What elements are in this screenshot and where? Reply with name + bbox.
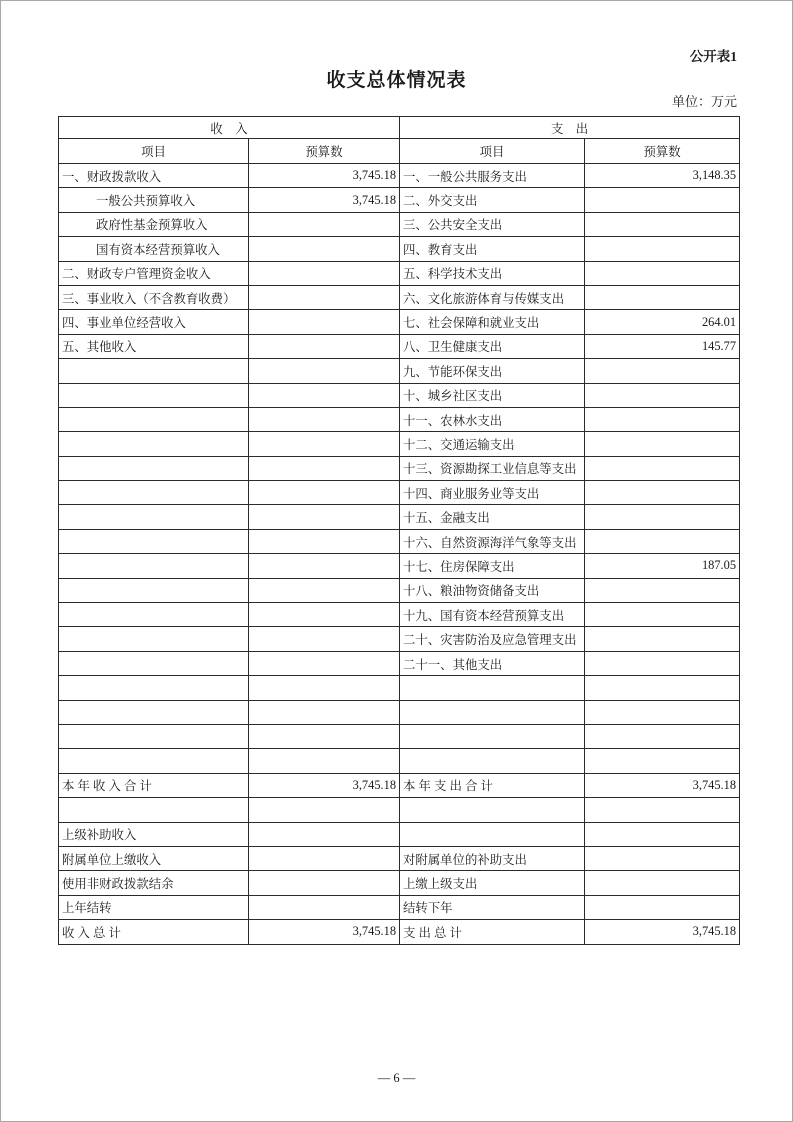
expense-item-cell: 十二、交通运输支出 — [400, 432, 585, 456]
income-value-cell — [249, 871, 400, 895]
income-value-cell — [249, 749, 400, 773]
income-item-cell — [59, 529, 249, 553]
expense-item-cell: 支 出 总 计 — [400, 920, 585, 944]
income-value-cell — [249, 359, 400, 383]
expense-value-cell — [585, 627, 740, 651]
expense-value-cell: 187.05 — [585, 554, 740, 578]
section-header-row — [59, 117, 740, 139]
expense-value-cell — [585, 456, 740, 480]
expense-value-cell — [585, 237, 740, 261]
income-section-header: 收 入 — [59, 117, 400, 139]
table-row — [59, 407, 740, 431]
income-value-cell: 3,745.18 — [249, 164, 400, 188]
expense-item-cell: 十一、农林水支出 — [400, 407, 585, 431]
expense-item-cell: 十八、粮油物资储备支出 — [400, 578, 585, 602]
income-value-cell — [249, 895, 400, 919]
income-value-cell — [249, 627, 400, 651]
expense-item-cell — [400, 724, 585, 748]
income-item-cell: 三、事业收入（不含教育收费） — [59, 285, 249, 309]
income-value-cell — [249, 481, 400, 505]
income-value-cell — [249, 237, 400, 261]
table-row — [59, 700, 740, 724]
expense-value-cell — [585, 798, 740, 822]
expense-value-cell — [585, 261, 740, 285]
income-item-cell — [59, 432, 249, 456]
income-value-cell — [249, 676, 400, 700]
expense-value-cell: 264.01 — [585, 310, 740, 334]
expense-value-cell — [585, 188, 740, 212]
expense-item-cell: 十五、金融支出 — [400, 505, 585, 529]
table-row — [59, 237, 740, 261]
income-value-cell — [249, 798, 400, 822]
income-item-cell — [59, 578, 249, 602]
income-item-cell: 收 入 总 计 — [59, 920, 249, 944]
income-budget-column-header: 预算数 — [249, 139, 400, 164]
income-item-cell — [59, 456, 249, 480]
income-value-cell — [249, 432, 400, 456]
income-item-cell — [59, 407, 249, 431]
table-row — [59, 383, 740, 407]
expense-value-cell — [585, 505, 740, 529]
expense-item-cell: 六、文化旅游体育与传媒支出 — [400, 285, 585, 309]
expense-item-cell — [400, 798, 585, 822]
income-value-cell — [249, 846, 400, 870]
expense-item-cell: 二十一、其他支出 — [400, 651, 585, 675]
expense-item-cell — [400, 749, 585, 773]
expense-section-header: 支 出 — [400, 117, 740, 139]
income-value-cell — [249, 505, 400, 529]
expense-value-cell — [585, 676, 740, 700]
expense-value-cell — [585, 603, 740, 627]
expense-value-cell: 3,745.18 — [585, 920, 740, 944]
income-value-cell — [249, 456, 400, 480]
expense-item-cell: 八、卫生健康支出 — [400, 334, 585, 358]
table-row — [59, 603, 740, 627]
table-row — [59, 798, 740, 822]
income-value-cell — [249, 554, 400, 578]
income-item-cell — [59, 603, 249, 627]
income-item-column-header: 项目 — [59, 139, 249, 164]
table-row — [59, 481, 740, 505]
expense-value-cell — [585, 700, 740, 724]
expense-item-cell: 十四、商业服务业等支出 — [400, 481, 585, 505]
expense-value-cell: 3,745.18 — [585, 773, 740, 797]
income-value-cell: 3,745.18 — [249, 920, 400, 944]
table-row — [59, 359, 740, 383]
table-row — [59, 212, 740, 236]
income-value-cell — [249, 822, 400, 846]
budget-table — [58, 116, 740, 945]
income-item-cell — [59, 651, 249, 675]
income-item-cell: 上年结转 — [59, 895, 249, 919]
corner-label: 公开表1 — [689, 49, 737, 64]
table-row — [59, 651, 740, 675]
expense-value-cell — [585, 383, 740, 407]
income-item-cell: 四、事业单位经营收入 — [59, 310, 249, 334]
income-item-cell: 一、财政拨款收入 — [59, 164, 249, 188]
table-body — [59, 117, 740, 945]
expense-item-cell — [400, 676, 585, 700]
income-value-cell — [249, 407, 400, 431]
table-row — [59, 822, 740, 846]
table-row — [59, 724, 740, 748]
expense-item-cell: 十三、资源勘探工业信息等支出 — [400, 456, 585, 480]
table-row — [59, 529, 740, 553]
table-row — [59, 871, 740, 895]
expense-value-cell — [585, 529, 740, 553]
table-row — [59, 920, 740, 944]
unit-note: 单位：万元 — [671, 94, 737, 109]
expense-item-cell: 三、公共安全支出 — [400, 212, 585, 236]
income-item-cell — [59, 676, 249, 700]
table-row — [59, 749, 740, 773]
income-value-cell: 3,745.18 — [249, 188, 400, 212]
expense-value-cell: 3,148.35 — [585, 164, 740, 188]
expense-item-cell: 五、科学技术支出 — [400, 261, 585, 285]
page-number: — 6 — — [377, 1071, 416, 1085]
income-item-cell: 附属单位上缴收入 — [59, 846, 249, 870]
expense-budget-column-header: 预算数 — [585, 139, 740, 164]
expense-item-cell — [400, 822, 585, 846]
expense-value-cell — [585, 822, 740, 846]
table-row — [59, 310, 740, 334]
income-item-cell: 政府性基金预算收入 — [59, 212, 249, 236]
income-item-cell — [59, 554, 249, 578]
income-item-cell: 使用非财政拨款结余 — [59, 871, 249, 895]
expense-value-cell — [585, 846, 740, 870]
expense-value-cell — [585, 724, 740, 748]
table-row — [59, 188, 740, 212]
expense-item-cell: 结转下年 — [400, 895, 585, 919]
expense-item-cell: 上缴上级支出 — [400, 871, 585, 895]
income-item-cell — [59, 359, 249, 383]
income-value-cell — [249, 529, 400, 553]
expense-item-cell: 一、一般公共服务支出 — [400, 164, 585, 188]
expense-value-cell — [585, 432, 740, 456]
expense-value-cell — [585, 407, 740, 431]
income-value-cell — [249, 334, 400, 358]
expense-value-cell — [585, 651, 740, 675]
table-row — [59, 578, 740, 602]
income-value-cell — [249, 261, 400, 285]
expense-item-cell: 二十、灾害防治及应急管理支出 — [400, 627, 585, 651]
income-item-cell — [59, 749, 249, 773]
income-item-cell — [59, 505, 249, 529]
expense-value-cell — [585, 895, 740, 919]
income-item-cell — [59, 798, 249, 822]
table-row — [59, 432, 740, 456]
income-value-cell — [249, 700, 400, 724]
income-item-cell: 二、财政专户管理资金收入 — [59, 261, 249, 285]
expense-item-cell: 七、社会保障和就业支出 — [400, 310, 585, 334]
table-row — [59, 334, 740, 358]
table-row — [59, 261, 740, 285]
income-item-cell — [59, 700, 249, 724]
expense-item-cell: 四、教育支出 — [400, 237, 585, 261]
expense-item-cell: 十七、住房保障支出 — [400, 554, 585, 578]
table-row — [59, 846, 740, 870]
expense-item-cell — [400, 700, 585, 724]
income-value-cell — [249, 603, 400, 627]
income-item-cell — [59, 481, 249, 505]
column-header-row — [59, 139, 740, 164]
expense-item-cell: 九、节能环保支出 — [400, 359, 585, 383]
income-value-cell — [249, 383, 400, 407]
table-row — [59, 505, 740, 529]
expense-item-column-header: 项目 — [400, 139, 585, 164]
income-value-cell — [249, 285, 400, 309]
income-item-cell — [59, 627, 249, 651]
table-row — [59, 456, 740, 480]
expense-value-cell — [585, 212, 740, 236]
expense-value-cell — [585, 749, 740, 773]
expense-item-cell: 十、城乡社区支出 — [400, 383, 585, 407]
income-value-cell: 3,745.18 — [249, 773, 400, 797]
income-value-cell — [249, 651, 400, 675]
expense-item-cell: 二、外交支出 — [400, 188, 585, 212]
income-value-cell — [249, 310, 400, 334]
table-row — [59, 554, 740, 578]
expense-value-cell — [585, 871, 740, 895]
income-item-cell: 五、其他收入 — [59, 334, 249, 358]
expense-value-cell — [585, 578, 740, 602]
income-item-cell: 本 年 收 入 合 计 — [59, 773, 249, 797]
table-row — [59, 773, 740, 797]
income-value-cell — [249, 212, 400, 236]
income-item-cell — [59, 383, 249, 407]
expense-item-cell: 十九、国有资本经营预算支出 — [400, 603, 585, 627]
income-item-cell: 国有资本经营预算收入 — [59, 237, 249, 261]
expense-value-cell — [585, 359, 740, 383]
expense-value-cell — [585, 481, 740, 505]
page-title: 收支总体情况表 — [326, 70, 467, 91]
table-row — [59, 285, 740, 309]
table-row — [59, 676, 740, 700]
expense-value-cell: 145.77 — [585, 334, 740, 358]
income-item-cell — [59, 724, 249, 748]
expense-item-cell: 对附属单位的补助支出 — [400, 846, 585, 870]
income-item-cell: 上级补助收入 — [59, 822, 249, 846]
table-row — [59, 627, 740, 651]
income-item-cell: 一般公共预算收入 — [59, 188, 249, 212]
income-value-cell — [249, 724, 400, 748]
expense-value-cell — [585, 285, 740, 309]
expense-item-cell: 十六、自然资源海洋气象等支出 — [400, 529, 585, 553]
income-value-cell — [249, 578, 400, 602]
table-row — [59, 164, 740, 188]
table-row — [59, 895, 740, 919]
expense-item-cell: 本 年 支 出 合 计 — [400, 773, 585, 797]
